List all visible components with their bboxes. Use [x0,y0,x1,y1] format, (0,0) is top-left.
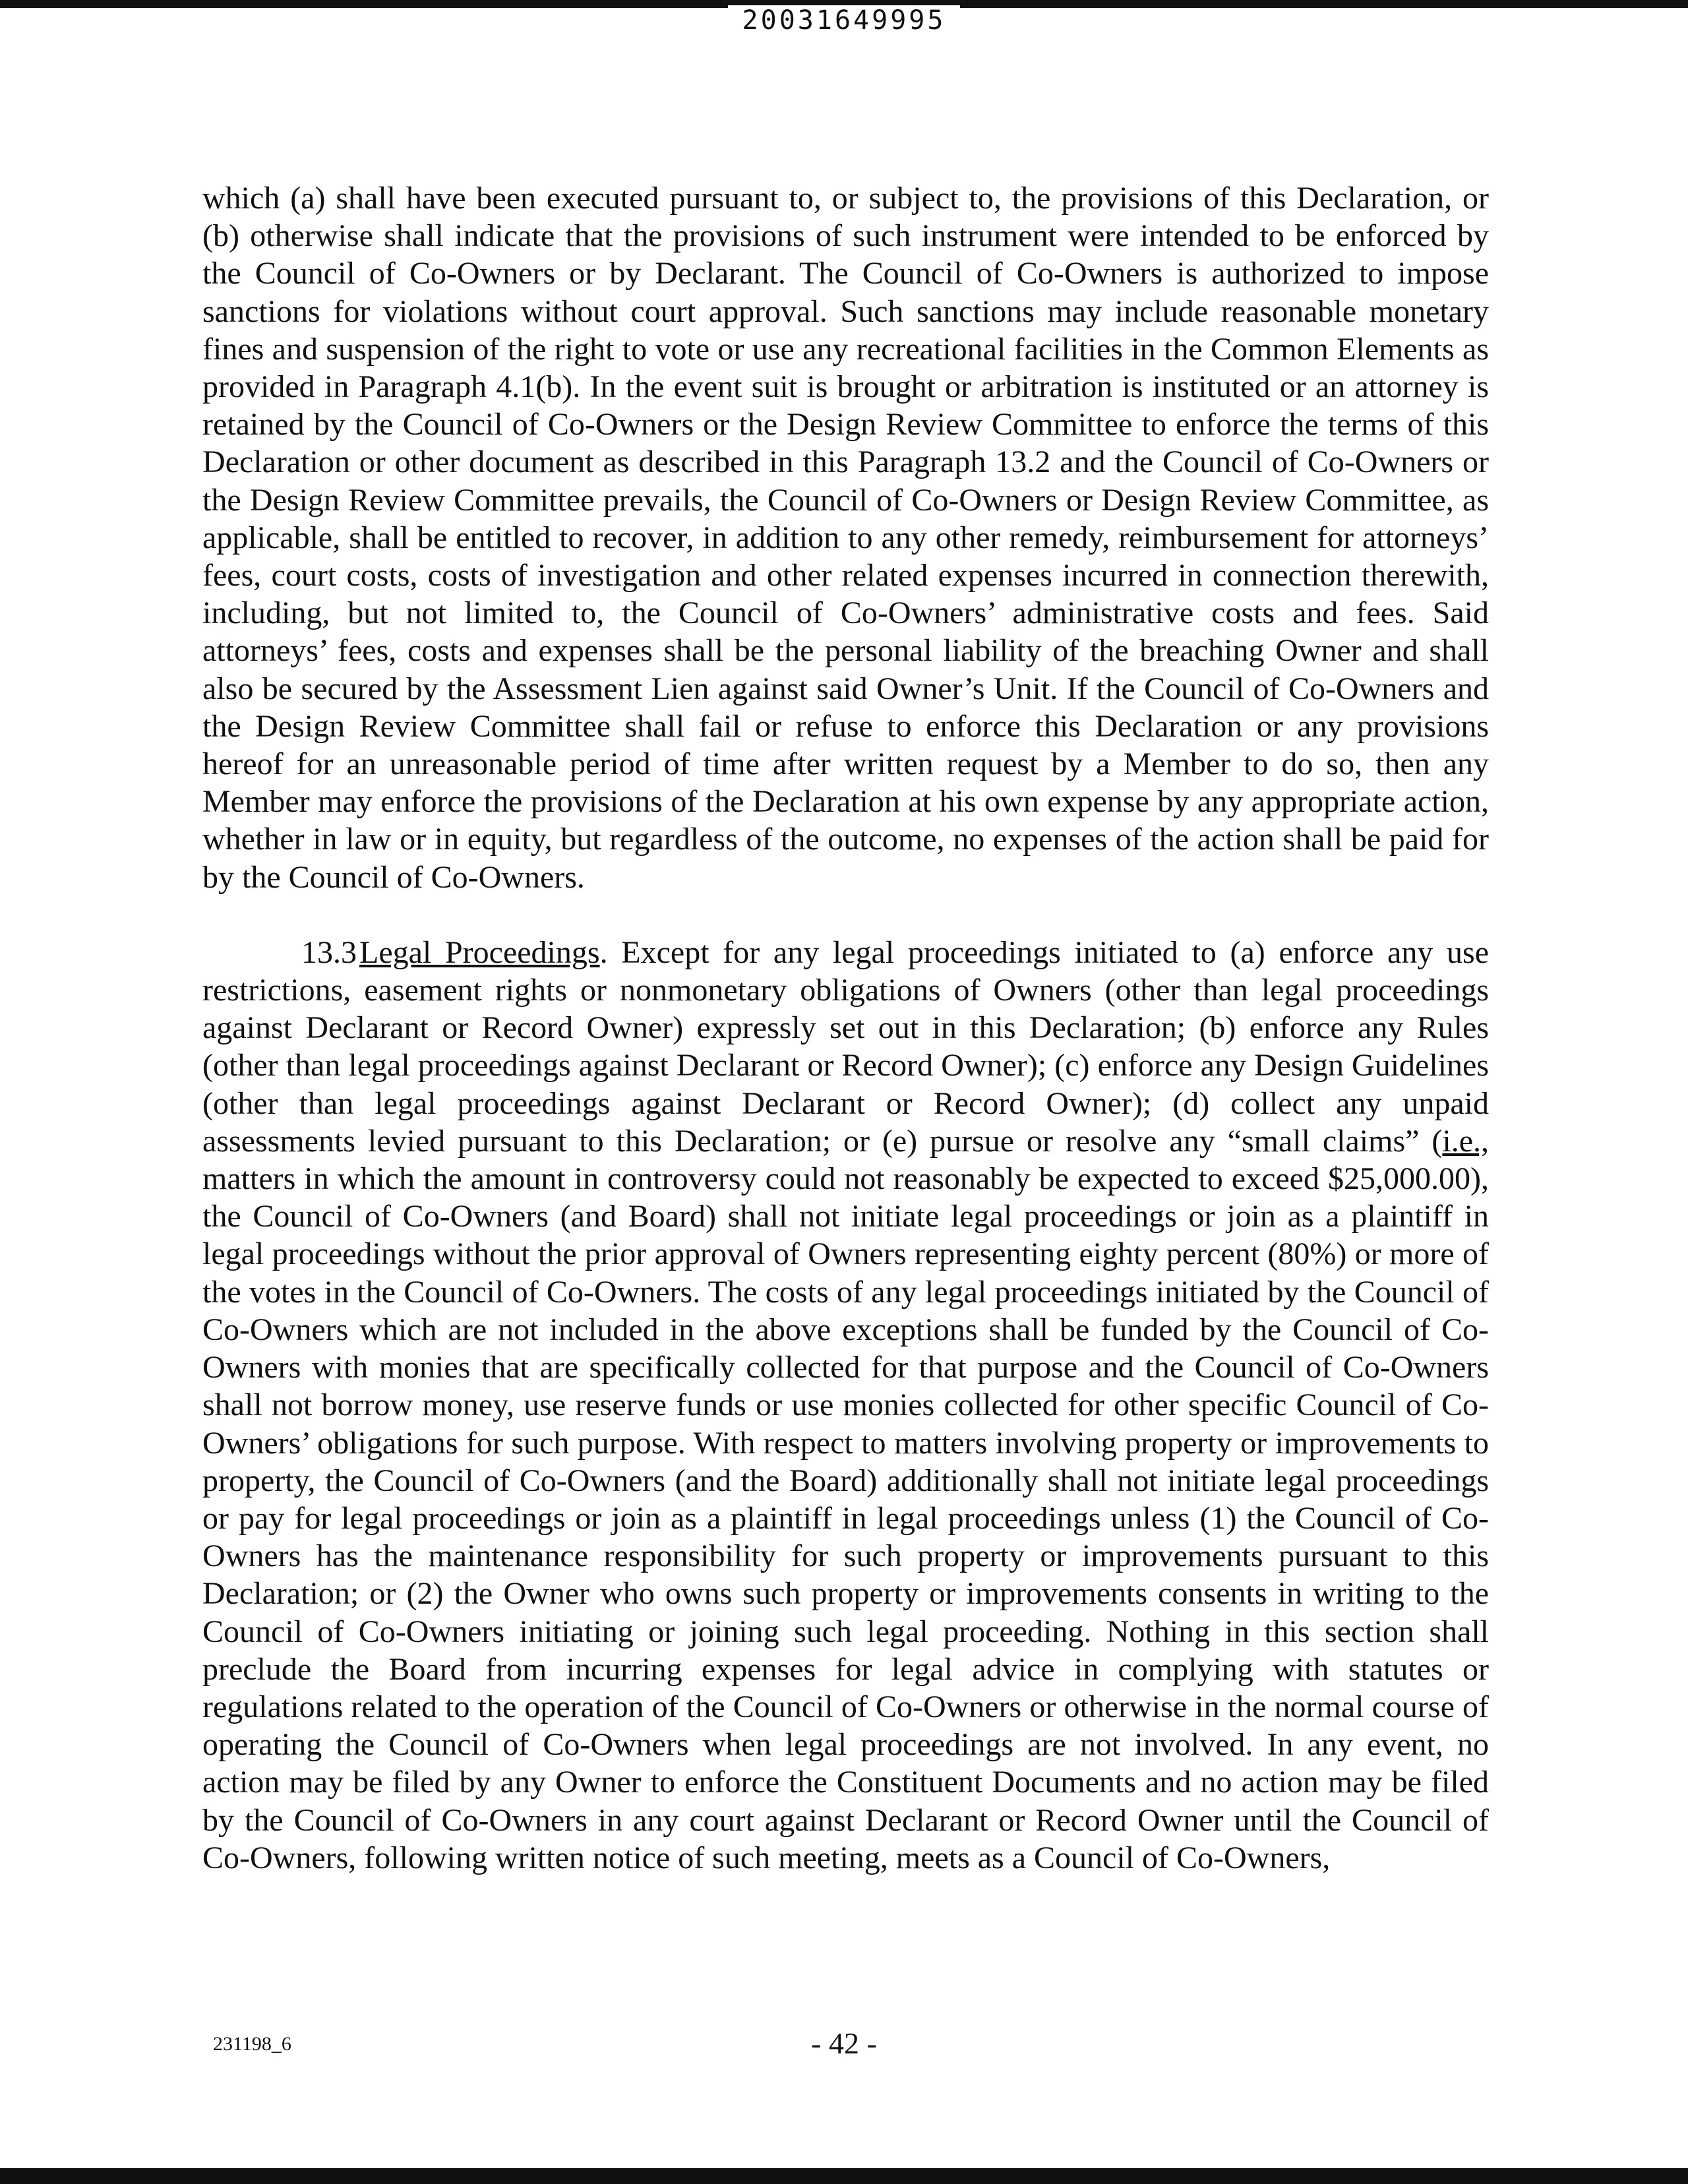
section-13-3-paragraph [202,934,1489,1877]
section-number: 13.3 [301,934,357,970]
section-title: Legal Proceedings [359,934,600,970]
bottom-scan-border [0,2168,1688,2184]
section-text-part2: matters in which the amount in controversy could not reasonably be expected to exceed $25,000.00), the Council of Co-Owners (and Board) shall not initiate legal proceedings or join as a plaintiff in legal proceedings without the prior approval of Owners representing eighty percent (80%) or more of the votes in the Council of Co-Owners. The costs of any legal proceedings initiated by the Council of Co-Owners which are not included in the above exceptions shall be funded by the Council of Co-Owners with monies that are specifically collected for that purpose and the Council of Co-Owners shall not borrow money, use reserve funds or use monies collected for other specific Council of Co-Owners’ obligations for such purpose. With respect to matters involving property or improvements to property, the Council of Co-Owners (and the Board) additionally shall not initiate legal proceedings or pay for legal proceedings or join as a plaintiff in legal proceedings unless (1) the Council of Co-Owners has the maintenance responsibility for such property or improvements pursuant to this Declaration; or (2) the Owner who owns such property or improvements consents in writing to the Council of Co-Owners initiating or joining such legal proceeding. Nothing in this section shall preclude the Board from incurring expenses for legal advice in complying with statutes or regulations related to the operation of the Council of Co-Owners or otherwise in the normal course of operating the Council of Co-Owners when legal proceedings are not involved. In any event, no action may be filed by any Owner to enforce the Constituent Documents and no action may be filed by the Council of Co-Owners in any court against Declarant or Record Owner until the Council of Co-Owners, following written notice of such meeting, meets as a Council of Co-Owners, [202,1161,1489,1875]
page-number: - 42 - [811,2026,877,2060]
ie-abbreviation: i.e., [1442,1123,1489,1159]
document-body [202,179,1489,1877]
document-id-header [0,3,1688,38]
paragraph-continuation: which (a) shall have been executed pursuant to, or subject to, the provisions of this Declaration, or (b) otherwise shall indicate that the provisions of such instrument were intended to be enforced by the Council of Co-Owners or by Declarant. The Council of Co-Owners is authorized to impose sanctions for violations without court approval. Such sanctions may include reasonable monetary fines and suspension of the right to vote or use any recreational facilities in the Common Elements as provided in Paragraph 4.1(b). In the event suit is brought or arbitration is instituted or an attorney is retained by the Council of Co-Owners or the Design Review Committee to enforce the terms of this Declaration or other document as described in this Paragraph 13.2 and the Council of Co-Owners or the Design Review Committee prevails, the Council of Co-Owners or Design Review Committee, as applicable, shall be entitled to recover, in addition to any other remedy, reimbursement for attorneys’ fees, court costs, costs of investigation and other related expenses incurred in connection therewith, including, but not limited to, the Council of Co-Owners’ administrative costs and fees. Said attorneys’ fees, costs and expenses shall be the personal liability of the breaching Owner and shall also be secured by the Assessment Lien against said Owner’s Unit. If the Council of Co-Owners and the Design Review Committee shall fail or refuse to enforce this Declaration or any provisions hereof for an unreasonable period of time after written request by a Member to do so, then any Member may enforce the provisions of the Declaration at his own expense by any appropriate action, whether in law or in equity, but regardless of the outcome, no expenses of the action shall be paid for by the Council of Co-Owners. [202,181,1489,895]
section-text-part1: . Except for any legal proceedings initiated to (a) enforce any use restrictions, easement rights or nonmonetary obligations of Owners (other than legal proceedings against Declarant or Record Owner) expressly set out in this Declaration; (b) enforce any Rules (other than legal proceedings against Declarant or Record Owner); (c) enforce any Design Guidelines (other than legal proceedings against Declarant or Record Owner); (d) collect any unpaid assessments levied pursuant to this Declaration; or (e) pursue or resolve any “small claims” ( [202,934,1490,1159]
document-id: 20031649995 [728,5,961,36]
footer-document-code: 231198_6 [213,2033,291,2055]
